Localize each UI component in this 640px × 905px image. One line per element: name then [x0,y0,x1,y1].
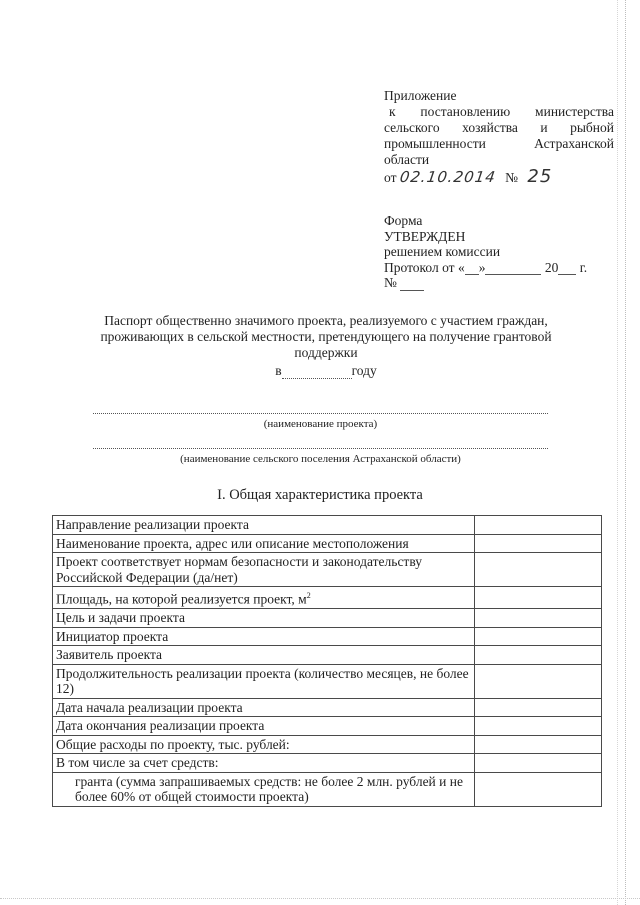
form-approval-block [384,213,614,291]
appendix-line: сельского хозяйства и рыбной [384,120,614,135]
table-row [53,609,602,628]
protocol-number-blank [400,290,424,291]
appendix-line: к постановлению министерства [389,104,614,119]
protocol-line [384,260,614,276]
protocol-day-blank [465,274,479,275]
appendix-title: Приложение [384,88,457,103]
row-label: Направление реализации проекта [53,516,475,535]
table-row [53,534,602,553]
protocol-number-prefix: № [384,275,397,290]
row-label [53,587,475,609]
row-value-cell [475,646,602,665]
protocol-month-blank [485,274,541,275]
row-label: Наименование проекта, адрес или описание местоположения [53,534,475,553]
row-label: Заявитель проекта [53,646,475,665]
year-prefix: в [275,363,282,378]
row-label: Дата окончания реализации проекта [53,717,475,736]
table-row [53,516,602,535]
document-title [56,313,596,379]
row-value-cell [475,664,602,698]
number-prefix: № [505,170,519,185]
handwritten-date: 02.10.2014 [398,168,498,186]
row-label: В том числе за счет средств: [53,754,475,773]
protocol-prefix: Протокол от « [384,259,465,275]
settlement-name-caption: (наименование сельского поселения Астраханской области) [180,453,461,465]
year-suffix: году [351,363,377,378]
appendix-block [384,88,614,186]
row-label: Продолжительность реализации проекта (количество месяцев, не более 12) [53,664,475,698]
row-value-cell [475,609,602,628]
row-value-cell [475,717,602,736]
row-value-cell [475,735,602,754]
year-blank [282,378,352,379]
scan-edge-secondary [617,0,618,905]
table-row [53,754,602,773]
protocol-year-blank [558,274,576,275]
scan-edge [625,0,626,905]
table-row [53,698,602,717]
scan-bottom-edge [0,898,640,899]
title-line: поддержки [294,345,358,360]
appendix-line: области [384,152,430,167]
protocol-number-line [384,275,614,291]
form-label: Форма [384,213,423,228]
row-value-cell [475,754,602,773]
row-label: Инициатор проекта [53,627,475,646]
project-name-line [93,413,548,414]
table-row [53,664,602,698]
row-value-cell [475,698,602,717]
area-superscript: 2 [306,591,311,600]
table-row [53,735,602,754]
year-line [56,363,596,379]
row-value-cell [475,553,602,587]
protocol-mid: » [478,259,486,275]
table-row [53,772,602,806]
row-label: Общие расходы по проекту, тыс. рублей: [53,735,475,754]
section-heading: I. Общая характеристика проекта [217,487,423,503]
settlement-name-line [93,448,548,449]
date-prefix: от [384,170,397,185]
title-line: Паспорт общественно значимого проекта, реализуемого с участием граждан, [104,313,548,328]
row-value-cell [475,516,602,535]
project-name-caption: (наименование проекта) [263,418,378,430]
handwritten-number: 25 [527,166,553,187]
row-value-cell [475,587,602,609]
project-characteristics-table [52,515,602,807]
row-label: Проект соответствует нормам безопасности и законодательству Российской Федерации (да/нет) [53,553,475,587]
commission-label: решением комиссии [384,244,501,259]
area-label-text: Площадь, на которой реализуется проект, м [56,591,307,607]
protocol-suffix: г. [579,259,588,275]
table-row [53,553,602,587]
row-label: гранта (сумма запрашиваемых средств: не более 2 млн. рублей и не более 60% от общей стоимости проекта) [53,772,475,806]
table-row [53,627,602,646]
appendix-date-line [384,166,614,187]
row-value-cell [475,627,602,646]
table-row [53,646,602,665]
approved-label: УТВЕРЖДЕН [384,228,466,244]
protocol-year: 20 [544,259,559,275]
row-value-cell [475,772,602,806]
appendix-line: промышленности Астраханской [384,136,614,151]
row-value-cell [475,534,602,553]
title-line: проживающих в сельской местности, претендующего на получение грантовой [100,329,552,344]
row-label: Цель и задачи проекта [53,609,475,628]
table-row [53,717,602,736]
table-row [53,587,602,609]
row-label: Дата начала реализации проекта [53,698,475,717]
